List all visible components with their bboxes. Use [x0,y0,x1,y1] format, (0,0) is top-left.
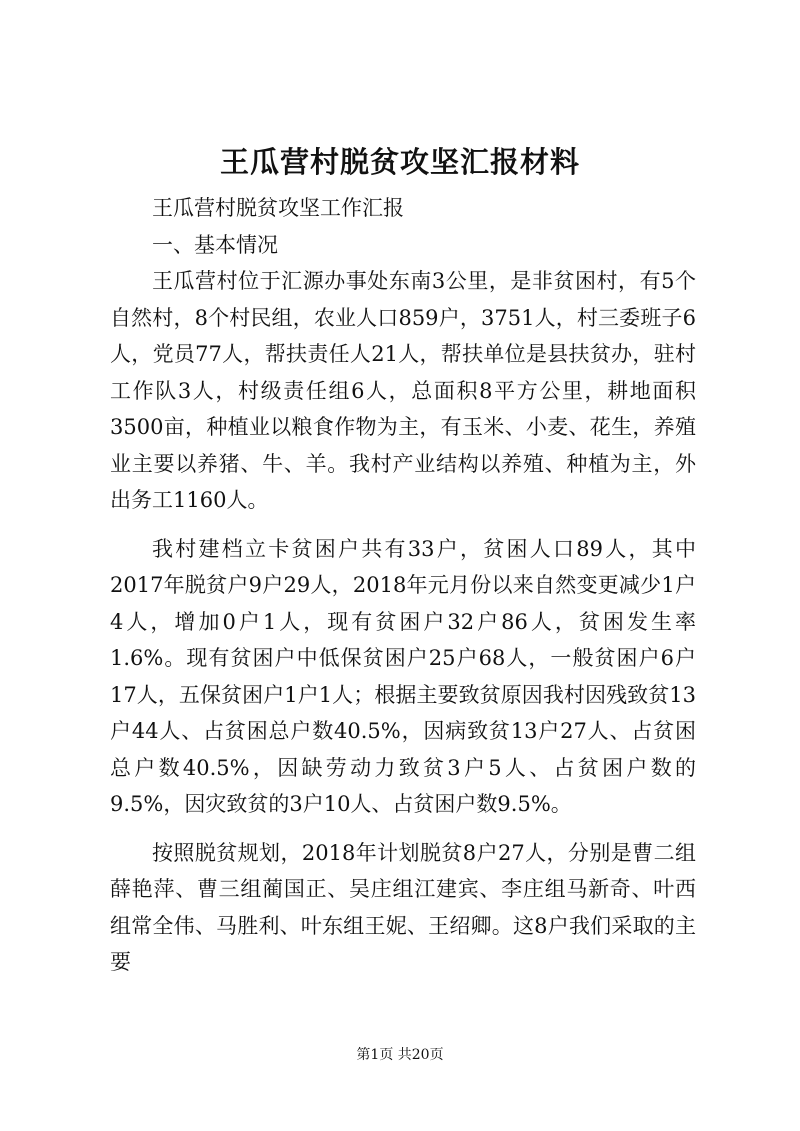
paragraph-poverty-plan: 按照脱贫规划，2018年计划脱贫8户27人，分别是曹二组薛艳萍、曹三组蔺国正、吴庄组江建宾、李庄组马新奇、叶西组常全伟、马胜利、叶东组王妮、王绍卿。这8户我们采取的主要 [110,840,696,974]
paragraph-basic-info: 王瓜营村位于汇源办事处东南3公里，是非贫困村，有5个自然村，8个村民组，农业人口859户，3751人，村三委班子6人，党员77人，帮扶责任人21人，帮扶单位是县扶贫办，驻村工作队3人，村级责任组6人，总面积8平方公里，耕地面积3500亩，种植业以粮食作物为主，有玉米、小麦、花生，养殖业主要以养猪、牛、羊。我村产业结构以养殖、种植为主，外出务工1160人。 [110,269,696,512]
document-body [110,190,696,981]
paragraph-subtitle: 王瓜营村脱贫攻坚工作汇报 [152,196,404,220]
document-title: 王瓜营村脱贫攻坚汇报材料 [219,145,580,179]
paragraph-poverty-households: 我村建档立卡贫困户共有33户，贫困人口89人，其中2017年脱贫户9户29人，2018年元月份以来自然变更减少1户4人，增加0户1人，现有贫困户32户86人，贫困发生率1.6%。现有贫困户中低保贫困户25户68人，一般贫困户6户17人，五保贫困户1户1人；根据主要致贫原因我村因残致贫13户44人、占贫困总户数40.5%，因病致贫13户27人、占贫困总户数40.5%，因缺劳动力致贫3户5人、占贫困户数的9.5%，因灾致贫的3户10人、占贫困户数9.5%。 [110,536,696,816]
paragraph-section-heading: 一、基本情况 [152,232,278,257]
page-footer: 第1页 共20页 [356,1047,444,1063]
